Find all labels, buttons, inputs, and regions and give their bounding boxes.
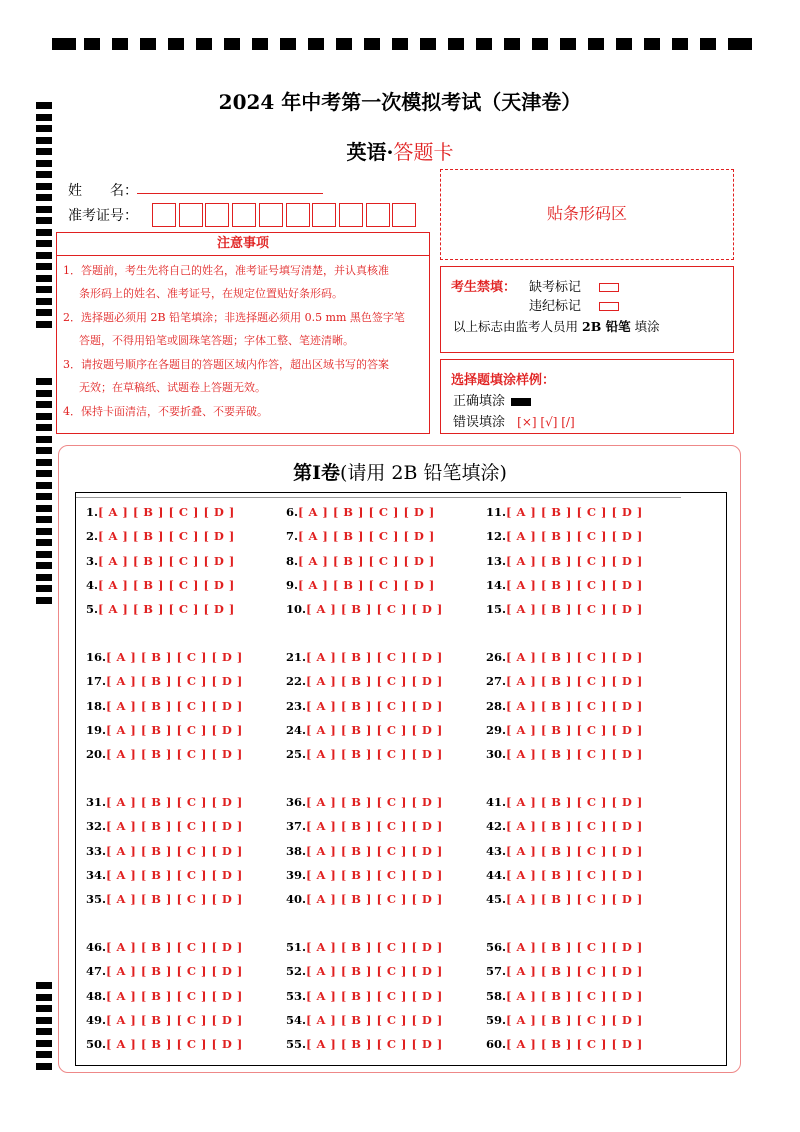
card-subtitle <box>0 136 800 165</box>
side-timing-mark <box>36 1063 52 1070</box>
question-number: 10. <box>286 602 307 617</box>
violation-label: 违纪标记 <box>529 299 582 314</box>
question-number: 44. <box>486 867 507 882</box>
question-row[interactable] <box>486 795 643 809</box>
side-timing-mark <box>36 574 52 581</box>
question-number: 28. <box>486 698 507 713</box>
question-number: 50. <box>86 1037 107 1052</box>
id-digit-box[interactable] <box>312 203 336 227</box>
answer-options[interactable]: [ A ] [ B ] [ C ] [ D ] <box>306 940 443 954</box>
question-number: 53. <box>286 988 307 1003</box>
answer-options[interactable]: [ A ] [ B ] [ C ] [ D ] <box>306 819 443 834</box>
timing-mark <box>672 38 688 50</box>
side-timing-mark <box>36 240 52 247</box>
id-digit-box[interactable] <box>152 203 176 227</box>
answer-options[interactable]: [ A ] [ B ] [ C ] [ D ] <box>106 698 243 713</box>
notice-item: 3．请按题号顺序在各题目的答题区域内作答，超出区域书写的答案 <box>63 358 389 371</box>
question-row[interactable] <box>486 940 643 954</box>
side-timing-mark <box>36 551 52 558</box>
answer-options[interactable]: [ A ] [ B ] [ C ] [ D ] <box>106 819 243 834</box>
answer-options[interactable]: [ A ] [ B ] [ C ] [ D ] <box>306 843 443 858</box>
notice-item: 答题，不得用铅笔或圆珠笔答题；字体工整、笔迹清晰。 <box>79 334 354 347</box>
question-number: 60. <box>486 1037 507 1052</box>
question-number: 41. <box>486 795 507 809</box>
answer-options[interactable]: [ A ] [ B ] [ C ] [ D ] <box>506 892 643 907</box>
id-digit-box[interactable] <box>286 203 310 227</box>
question-row[interactable] <box>86 795 243 809</box>
timing-mark <box>308 38 324 50</box>
answer-options[interactable]: [ A ] [ B ] [ C ] [ D ] <box>506 577 643 592</box>
timing-mark <box>112 38 128 50</box>
side-timing-mark <box>36 275 52 282</box>
answer-options[interactable]: [ A ] [ B ] [ C ] [ D ] <box>98 505 235 519</box>
id-digit-box[interactable] <box>366 203 390 227</box>
timing-mark <box>700 38 716 50</box>
answer-grid <box>75 492 727 1066</box>
question-row[interactable] <box>286 940 443 954</box>
question-row[interactable] <box>286 578 435 592</box>
answer-options[interactable]: [ A ] [ B ] [ C ] [ D ] <box>306 650 443 664</box>
answer-options[interactable]: [ A ] [ B ] [ C ] [ D ] <box>306 1037 443 1052</box>
question-row[interactable] <box>86 650 243 664</box>
question-number: 54. <box>286 1012 307 1027</box>
question-row[interactable] <box>86 674 243 688</box>
question-number: 55. <box>286 1037 307 1052</box>
timing-mark <box>560 38 576 50</box>
barcode-area: 贴条形码区 <box>440 169 734 260</box>
question-row[interactable] <box>486 868 643 882</box>
timing-mark <box>420 38 436 50</box>
answer-options[interactable]: [ A ] [ B ] [ C ] [ D ] <box>306 892 443 907</box>
side-timing-mark <box>36 585 52 592</box>
answer-options[interactable]: [ A ] [ B ] [ C ] [ D ] <box>306 698 443 713</box>
answer-options[interactable]: [ A ] [ B ] [ C ] [ D ] <box>106 988 243 1003</box>
question-number: 36. <box>286 795 307 809</box>
wrong-row <box>453 411 575 430</box>
grid-divider <box>76 497 681 498</box>
timing-mark <box>196 38 212 50</box>
violation-row <box>529 295 619 314</box>
timing-mark <box>52 38 76 50</box>
name-field[interactable] <box>137 192 323 194</box>
question-row[interactable] <box>286 868 443 882</box>
side-timing-mark <box>36 562 52 569</box>
answer-options[interactable]: [ A ] [ B ] [ C ] [ D ] <box>106 1012 243 1027</box>
side-timing-mark <box>36 436 52 443</box>
timing-mark <box>364 38 380 50</box>
question-row[interactable] <box>486 892 643 906</box>
question-number: 48. <box>86 988 107 1003</box>
wrong-label: 错误填涂 <box>453 415 506 430</box>
question-row[interactable] <box>486 699 643 713</box>
answer-options[interactable]: [ A ] [ B ] [ C ] [ D ] <box>98 577 235 592</box>
forbid-title: 考生禁填： <box>451 280 517 295</box>
id-label: 准考证号： <box>68 208 138 224</box>
question-number: 33. <box>86 843 107 858</box>
forbid-note-bold: 2B 铅笔 <box>582 319 631 334</box>
forbid-note <box>453 317 660 335</box>
side-timing-mark <box>36 505 52 512</box>
question-number: 12. <box>486 529 507 544</box>
question-number: 15. <box>486 602 507 617</box>
answer-options[interactable]: [ A ] [ B ] [ C ] [ D ] <box>506 505 643 519</box>
timing-mark <box>728 38 752 50</box>
answer-options[interactable]: [ A ] [ B ] [ C ] [ D ] <box>506 988 643 1003</box>
question-number: 31. <box>86 795 107 809</box>
answer-options[interactable]: [ A ] [ B ] [ C ] [ D ] <box>506 843 643 858</box>
side-timing-mark <box>36 194 52 201</box>
question-number: 18. <box>86 698 107 713</box>
answer-options[interactable]: [ A ] [ B ] [ C ] [ D ] <box>506 722 643 737</box>
question-number: 40. <box>286 892 307 907</box>
side-timing-mark <box>36 1017 52 1024</box>
question-number: 43. <box>486 843 507 858</box>
answer-options[interactable]: [ A ] [ B ] [ C ] [ D ] <box>506 674 643 689</box>
question-number: 7. <box>286 529 299 544</box>
question-row[interactable] <box>286 1013 443 1027</box>
question-row[interactable] <box>286 844 443 858</box>
side-timing-mark <box>36 217 52 224</box>
answer-options[interactable]: [ A ] [ B ] [ C ] [ D ] <box>106 722 243 737</box>
question-number: 45. <box>486 892 507 907</box>
question-row[interactable] <box>286 674 443 688</box>
answer-options[interactable]: [ A ] [ B ] [ C ] [ D ] <box>506 747 643 762</box>
question-number: 38. <box>286 843 307 858</box>
question-row[interactable] <box>486 989 643 1003</box>
question-number: 23. <box>286 698 307 713</box>
timing-mark <box>448 38 464 50</box>
question-number: 20. <box>86 747 107 762</box>
answer-options[interactable]: [ A ] [ B ] [ C ] [ D ] <box>506 819 643 834</box>
timing-mark <box>532 38 548 50</box>
answer-options[interactable]: [ A ] [ B ] [ C ] [ D ] <box>306 964 443 979</box>
timing-mark <box>280 38 296 50</box>
question-row[interactable] <box>86 844 243 858</box>
section-title-bold: 第Ⅰ卷 <box>293 462 340 484</box>
question-number: 6. <box>286 505 299 519</box>
answer-options[interactable]: [ A ] [ B ] [ C ] [ D ] <box>98 529 235 544</box>
id-digit-box[interactable] <box>205 203 229 227</box>
side-timing-mark <box>36 597 52 604</box>
question-row[interactable] <box>86 1013 243 1027</box>
answer-options[interactable]: [ A ] [ B ] [ C ] [ D ] <box>306 1012 443 1027</box>
answer-options[interactable]: [ A ] [ B ] [ C ] [ D ] <box>506 940 643 954</box>
answer-options[interactable]: [ A ] [ B ] [ C ] [ D ] <box>506 867 643 882</box>
question-number: 5. <box>86 602 99 617</box>
question-row[interactable] <box>286 723 443 737</box>
answer-options[interactable]: [ A ] [ B ] [ C ] [ D ] <box>506 698 643 713</box>
timing-mark <box>504 38 520 50</box>
question-number: 4. <box>86 577 99 592</box>
notice-item: 条形码上的姓名、准考证号，在规定位置贴好条形码。 <box>79 287 343 300</box>
forbid-box <box>440 266 734 353</box>
question-row[interactable] <box>486 964 643 978</box>
question-row[interactable] <box>86 747 243 761</box>
question-number: 17. <box>86 674 107 689</box>
question-number: 19. <box>86 722 107 737</box>
question-number: 32. <box>86 819 107 834</box>
question-number: 25. <box>286 747 307 762</box>
timing-mark <box>476 38 492 50</box>
question-row[interactable] <box>86 1037 243 1051</box>
answer-options[interactable]: [ A ] [ B ] [ C ] [ D ] <box>506 529 643 544</box>
question-row[interactable] <box>286 650 443 664</box>
side-timing-mark <box>36 1051 52 1058</box>
question-row[interactable] <box>86 723 243 737</box>
side-timing-mark <box>36 1040 52 1047</box>
answer-options[interactable]: [ A ] [ B ] [ C ] [ D ] <box>506 650 643 664</box>
question-row[interactable] <box>86 505 235 519</box>
timing-mark <box>588 38 604 50</box>
question-row[interactable] <box>286 505 435 519</box>
notice-item: 1．答题前，考生先将自己的姓名，准考证号填写清楚，并认真核准 <box>63 264 389 277</box>
notice-box <box>56 232 430 434</box>
answer-options[interactable]: [ A ] [ B ] [ C ] [ D ] <box>306 747 443 762</box>
question-row[interactable] <box>286 747 443 761</box>
question-row[interactable] <box>86 892 243 906</box>
question-row[interactable] <box>486 674 643 688</box>
question-number: 24. <box>286 722 307 737</box>
answer-options[interactable]: [ A ] [ B ] [ C ] [ D ] <box>298 505 435 519</box>
question-row[interactable] <box>486 529 643 543</box>
answer-options[interactable]: [ A ] [ B ] [ C ] [ D ] <box>506 602 643 617</box>
question-number: 49. <box>86 1012 107 1027</box>
question-row[interactable] <box>286 964 443 978</box>
timing-mark <box>140 38 156 50</box>
question-row[interactable] <box>486 505 643 519</box>
side-timing-mark <box>36 321 52 328</box>
side-timing-mark <box>36 183 52 190</box>
absent-mark-box[interactable] <box>599 283 619 292</box>
question-row[interactable] <box>486 1013 643 1027</box>
question-number: 57. <box>486 964 507 979</box>
question-row[interactable] <box>486 819 643 833</box>
answer-options[interactable]: [ A ] [ B ] [ C ] [ D ] <box>106 650 243 664</box>
timing-mark <box>84 38 100 50</box>
question-row[interactable] <box>286 1037 443 1051</box>
question-number: 13. <box>486 553 507 568</box>
section-title <box>0 458 800 485</box>
forbid-note-post: 填涂 <box>634 319 660 334</box>
question-number: 11. <box>486 505 507 519</box>
timing-mark <box>336 38 352 50</box>
answer-options[interactable]: [ A ] [ B ] [ C ] [ D ] <box>106 892 243 907</box>
question-row[interactable] <box>86 699 243 713</box>
side-timing-mark <box>36 539 52 546</box>
side-timing-mark <box>36 390 52 397</box>
side-timing-mark <box>36 125 52 132</box>
question-row[interactable] <box>286 892 443 906</box>
question-row[interactable] <box>286 529 435 543</box>
fill-sample-box <box>440 359 734 434</box>
question-row[interactable] <box>86 529 235 543</box>
top-timing-marks <box>52 38 752 52</box>
subject-label: 英语 <box>346 140 387 164</box>
side-timing-mark <box>36 286 52 293</box>
question-row[interactable] <box>286 699 443 713</box>
question-row[interactable] <box>486 844 643 858</box>
question-number: 42. <box>486 819 507 834</box>
side-timing-mark <box>36 298 52 305</box>
side-timing-mark <box>36 263 52 270</box>
answer-options[interactable]: [ A ] [ B ] [ C ] [ D ] <box>506 553 643 568</box>
answer-options[interactable]: [ A ] [ B ] [ C ] [ D ] <box>106 1037 243 1052</box>
side-timing-mark <box>36 994 52 1001</box>
question-row[interactable] <box>486 602 643 616</box>
correct-row <box>453 390 531 409</box>
wrong-marks: [×] [√] [/] <box>517 415 575 429</box>
side-timing-mark <box>36 1005 52 1012</box>
answer-options[interactable]: [ A ] [ B ] [ C ] [ D ] <box>306 722 443 737</box>
question-number: 26. <box>486 650 507 664</box>
answer-options[interactable]: [ A ] [ B ] [ C ] [ D ] <box>506 1012 643 1027</box>
question-number: 37. <box>286 819 307 834</box>
side-timing-mark <box>36 424 52 431</box>
answer-options[interactable]: [ A ] [ B ] [ C ] [ D ] <box>306 795 443 809</box>
question-number: 47. <box>86 964 107 979</box>
violation-mark-box[interactable] <box>599 302 619 311</box>
answer-options[interactable]: [ A ] [ B ] [ C ] [ D ] <box>306 602 443 617</box>
answer-options[interactable]: [ A ] [ B ] [ C ] [ D ] <box>106 867 243 882</box>
question-number: 27. <box>486 674 507 689</box>
question-row[interactable] <box>486 578 643 592</box>
question-number: 21. <box>286 650 307 664</box>
question-row[interactable] <box>86 868 243 882</box>
answer-options[interactable]: [ A ] [ B ] [ C ] [ D ] <box>306 674 443 689</box>
forbid-note-pre: 以上标志由监考人员用 <box>453 319 579 334</box>
answer-options[interactable]: [ A ] [ B ] [ C ] [ D ] <box>106 795 243 809</box>
name-label: 姓 名： <box>68 183 138 199</box>
side-timing-mark <box>36 206 52 213</box>
absent-label: 缺考标记 <box>529 280 582 295</box>
question-number: 30. <box>486 747 507 762</box>
question-row[interactable] <box>86 940 243 954</box>
answer-options[interactable]: [ A ] [ B ] [ C ] [ D ] <box>98 602 235 617</box>
question-row[interactable] <box>86 964 243 978</box>
question-number: 3. <box>86 553 99 568</box>
question-row[interactable] <box>286 989 443 1003</box>
question-number: 59. <box>486 1012 507 1027</box>
exam-title: 2024 年中考第一次模拟考试（天津卷） <box>218 90 582 114</box>
answer-options[interactable]: [ A ] [ B ] [ C ] [ D ] <box>106 940 243 954</box>
question-number: 14. <box>486 577 507 592</box>
question-row[interactable] <box>86 989 243 1003</box>
correct-label: 正确填涂 <box>453 394 506 409</box>
absent-row <box>529 276 619 295</box>
notice-item: 2．选择题必须用 2B 铅笔填涂；非选择题必须用 0.5 mm 黑色签字笔 <box>63 311 405 324</box>
question-number: 29. <box>486 722 507 737</box>
answer-options[interactable]: [ A ] [ B ] [ C ] [ D ] <box>506 964 643 979</box>
question-row[interactable] <box>86 578 235 592</box>
question-row[interactable] <box>86 554 235 568</box>
side-timing-mark <box>36 252 52 259</box>
question-number: 56. <box>486 940 507 954</box>
question-number: 52. <box>286 964 307 979</box>
side-timing-mark <box>36 229 52 236</box>
answer-options[interactable]: [ A ] [ B ] [ C ] [ D ] <box>306 988 443 1003</box>
question-number: 16. <box>86 650 107 664</box>
question-row[interactable] <box>486 554 643 568</box>
question-number: 1. <box>86 505 99 519</box>
question-number: 22. <box>286 674 307 689</box>
question-number: 9. <box>286 577 299 592</box>
question-number: 34. <box>86 867 107 882</box>
side-timing-mark <box>36 516 52 523</box>
question-number: 51. <box>286 940 307 954</box>
side-timing-mark <box>36 413 52 420</box>
side-timing-mark <box>36 447 52 454</box>
timing-mark <box>252 38 268 50</box>
question-number: 8. <box>286 553 299 568</box>
question-row[interactable] <box>286 795 443 809</box>
timing-mark <box>224 38 240 50</box>
notice-heading: 注意事项 <box>57 233 429 256</box>
question-row[interactable] <box>486 747 643 761</box>
side-timing-mark <box>36 309 52 316</box>
side-timing-mark <box>36 528 52 535</box>
card-label: 答题卡 <box>393 140 454 164</box>
timing-mark <box>168 38 184 50</box>
question-row[interactable] <box>286 602 443 616</box>
question-row[interactable] <box>286 554 435 568</box>
answer-options[interactable]: [ A ] [ B ] [ C ] [ D ] <box>106 964 243 979</box>
sample-title: 选择题填涂样例： <box>451 373 556 388</box>
question-number: 46. <box>86 940 107 954</box>
id-digit-box[interactable] <box>392 203 416 227</box>
answer-options[interactable]: [ A ] [ B ] [ C ] [ D ] <box>306 867 443 882</box>
timing-mark <box>616 38 632 50</box>
side-timing-mark <box>36 1028 52 1035</box>
side-timing-mark <box>36 171 52 178</box>
id-digit-box[interactable] <box>259 203 283 227</box>
notice-item: 无效；在草稿纸、试题卷上答题无效。 <box>79 381 266 394</box>
answer-options[interactable]: [ A ] [ B ] [ C ] [ D ] <box>506 795 643 809</box>
question-row[interactable] <box>486 723 643 737</box>
subtitle-dot: · <box>386 140 394 164</box>
id-digit-box[interactable] <box>339 203 363 227</box>
answer-options[interactable]: [ A ] [ B ] [ C ] [ D ] <box>98 553 235 568</box>
question-number: 35. <box>86 892 107 907</box>
side-timing-mark <box>36 401 52 408</box>
answer-options[interactable]: [ A ] [ B ] [ C ] [ D ] <box>106 674 243 689</box>
id-digit-box[interactable] <box>232 203 256 227</box>
notice-item: 4．保持卡面清洁，不要折叠、不要弄破。 <box>63 405 268 418</box>
side-timing-mark <box>36 982 52 989</box>
filled-mark <box>511 398 531 406</box>
answer-options[interactable]: [ A ] [ B ] [ C ] [ D ] <box>298 577 435 592</box>
question-row[interactable] <box>86 819 243 833</box>
answer-options[interactable]: [ A ] [ B ] [ C ] [ D ] <box>298 553 435 568</box>
question-number: 58. <box>486 988 507 1003</box>
question-number: 39. <box>286 867 307 882</box>
answer-options[interactable]: [ A ] [ B ] [ C ] [ D ] <box>106 843 243 858</box>
timing-mark <box>644 38 660 50</box>
id-digit-box[interactable] <box>179 203 203 227</box>
question-row[interactable] <box>86 602 235 616</box>
side-timing-mark <box>36 493 52 500</box>
question-number: 2. <box>86 529 99 544</box>
question-row[interactable] <box>286 819 443 833</box>
section-title-rest: (请用 2B 铅笔填涂) <box>339 462 507 484</box>
answer-options[interactable]: [ A ] [ B ] [ C ] [ D ] <box>106 747 243 762</box>
question-row[interactable] <box>486 650 643 664</box>
question-row[interactable] <box>486 1037 643 1051</box>
answer-options[interactable]: [ A ] [ B ] [ C ] [ D ] <box>298 529 435 544</box>
timing-mark <box>392 38 408 50</box>
answer-options[interactable]: [ A ] [ B ] [ C ] [ D ] <box>506 1037 643 1052</box>
side-timing-mark <box>36 378 52 385</box>
